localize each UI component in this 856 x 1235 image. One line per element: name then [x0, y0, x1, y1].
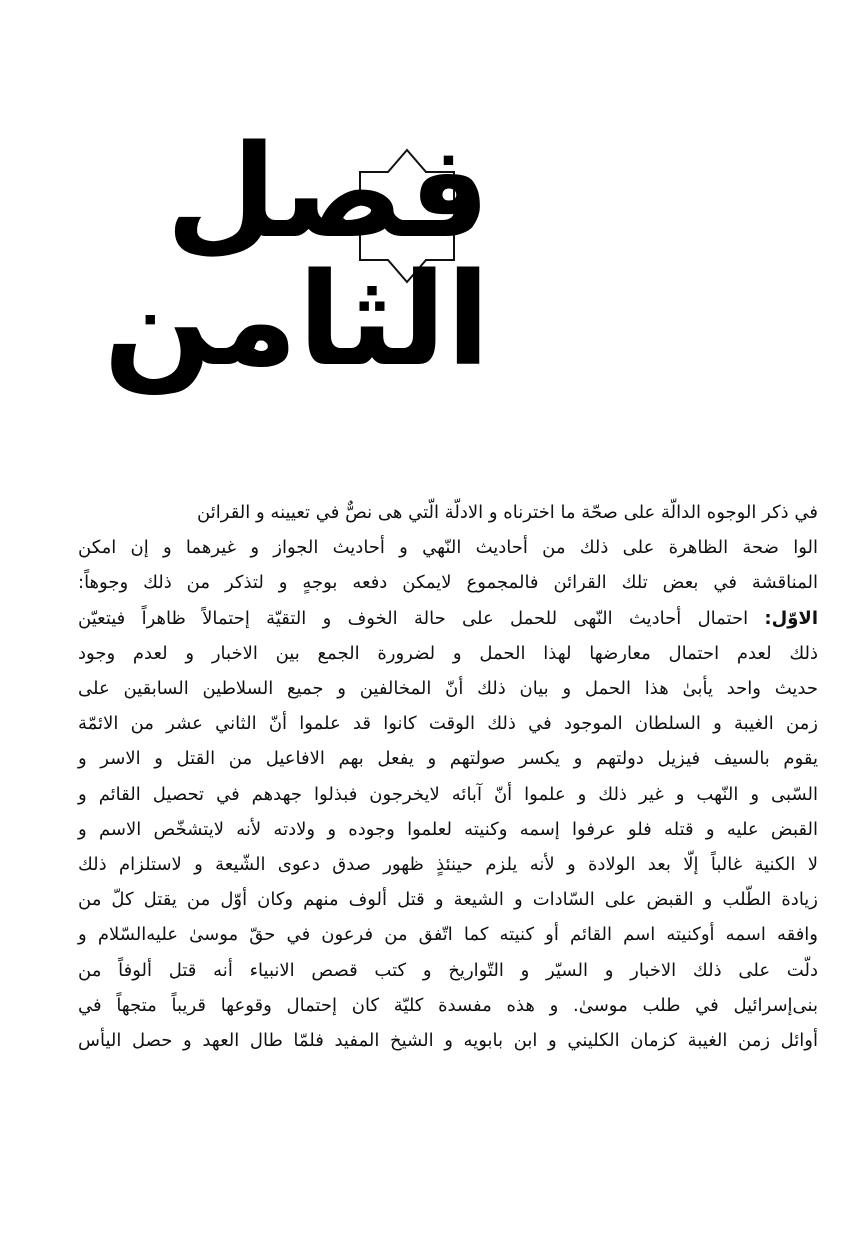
text-line: زيادة الطّلب و القبض على السّادات و الشيعة و قتل ألوف منهم وكان أوّل من يقتل كلّ من [78, 889, 818, 911]
text-line: السّبى و النّهب و غير ذلك و علموا أنّ آبائه لايخرجون فبذلوا جهدهم في تحصيل القائم و [78, 783, 818, 805]
text-line: لا الكنية غالباً إلّا بعد الولادة و لأنه يلزم حينئذٍ ظهور صدق دعوى الشّيعة و لاستلزام ذلك [78, 854, 818, 876]
chapter-title: فصل الثامن [103, 118, 490, 395]
text-line [78, 601, 818, 636]
text-line: القبض عليه و قتله فلو عرفوا إسمه وكنيته لعلموا وجوده و ولادته لأنه لايتشخّص الاسم و [78, 818, 818, 840]
text-line: بنى‌إسرائيل في طلب موسىٰ. و هذه مفسدة كليّة كان إحتمال وقوعها قريباً متجهاً في [78, 994, 818, 1016]
text-line: حديث واحد يأبىٰ هذا الحمل و بيان ذلك أنّ المخالفين و جميع السلاطين السابقين على [78, 678, 818, 700]
text-line: وافقه اسمه أوكنيته اسم القائم أو كنيته كما اتّفق من فرعون في حقّ موسىٰ عليه‌السّلام و [78, 924, 818, 946]
text-line: ذلك لعدم احتمال معارضها لهذا الحمل و لضرورة الجمع بين الاخبار و لعدم وجود [78, 642, 818, 664]
text-line-rest: احتمال أحاديث النّهى للحمل على حالة الخوف و التقيّة إحتمالاً ظاهراً فيتعيّن [78, 607, 765, 629]
paragraph-lead: الاوّل: [764, 607, 818, 629]
text-line: زمن الغيبة و السلطان الموجود في ذلك الوقت كانوا قد علموا أنّ الثاني عشر من الائمّة [78, 713, 818, 735]
text-line: المناقشة في بعض تلك القرائن فالمجموع لايمكن دفعه بوجهٍ و لتذكر من ذلك وجوهاً: [78, 572, 818, 594]
text-line: دلّت على ذلك الاخبار و السيّر و التّواريخ و كتب قصص الانبياء أنه قتل ألوفاً من [78, 959, 818, 981]
body-text [78, 495, 818, 1058]
text-line: الوا ضحة الظاهرة على ذلك من أحاديث النّهي و أحاديث الجواز و غيرهما و إن امكن [78, 537, 818, 559]
text-line: في ذكر الوجوه الدالّة على صحّة ما اخترناه و الادلّة الّتي هى نصٌّ في تعيينه و القرائن [197, 502, 818, 523]
text-line: أوائل زمن الغيبة كزمان الكليني و ابن بابويه و الشيخ المفيد فلمّا طال العهد و حصل اليأس [78, 1030, 818, 1052]
text-line: يقوم بالسيف فيزيل دولتهم و يكسر صولتهم و يفعل بهم الافاعيل من القتل و الاسر و [78, 748, 818, 770]
